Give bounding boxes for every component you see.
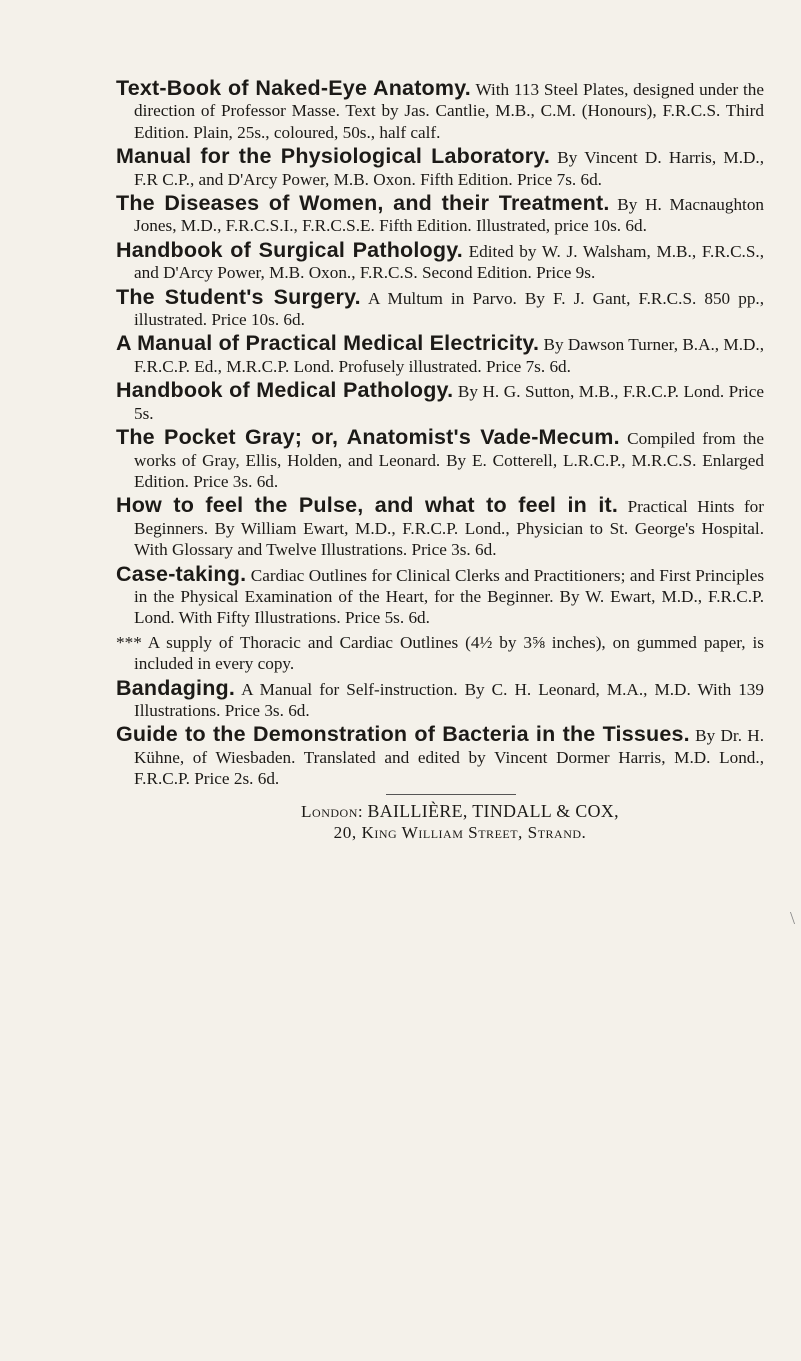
entry-title: Manual for the Physiological Laboratory. — [116, 144, 551, 169]
entry-description: By Vincent D. Harris, M.D., F.R C.P., and D'Arcy Power, M.B. Oxon. Fifth Edition. Price 7s. 6d. — [134, 148, 765, 189]
entry-physiological-laboratory — [116, 146, 764, 190]
entry-description: Cardiac Outlines for Clinical Clerks and Practitioners; and First Principles in the Physical Examination of the Heart, for the Beginner. By W. Ewart, M.D., F.R.C.P. Lond. With Fifty Illustrations. Price 5s. 6d. — [134, 565, 765, 628]
entry-description: By Dr. H. Kühne, of Wiesbaden. Translated and edited by Vincent Dormer Harris, M.D. Lond., F.R.C.P. Price 2s. 6d. — [134, 726, 764, 789]
entry-title: The Student's Surgery. — [116, 284, 361, 309]
page-edge-mark: \ — [789, 908, 795, 928]
entry-title: Handbook of Medical Pathology. — [116, 378, 454, 403]
entry-title: Bandaging. — [116, 675, 236, 700]
entry-bandaging — [116, 675, 764, 722]
entry-description: By H. Macnaughton Jones, M.D., F.R.C.S.I., F.R.C.S.E. Fifth Edition. Illustrated, price 10s. 6d. — [134, 195, 765, 236]
entry-description: A Multum in Parvo. By F. J. Gant, F.R.C.S. 850 pp., illustrated. Price 10s. 6d. — [134, 288, 765, 330]
entry-feel-the-pulse — [116, 495, 764, 560]
entry-title: The Pocket Gray; or, Anatomist's Vade-Mecum. — [116, 425, 620, 450]
imprint-line-1 — [156, 801, 764, 822]
entry-list — [116, 78, 764, 629]
entry-description: Edited by W. J. Walsham, M.B., F.R.C.S., and D'Arcy Power, M.B. Oxon., F.R.C.S. Second Edition. Price 9s. — [134, 241, 764, 283]
entry-title: A Manual of Practical Medical Electricity. — [116, 331, 540, 356]
entry-naked-eye-anatomy — [116, 78, 764, 143]
entry-description: By Dawson Turner, B.A., M.D., F.R.C.P. Ed., M.R.C.P. Lond. Profusely illustrated. Price 7s. 6d. — [134, 335, 765, 376]
imprint-publisher: BAILLIÈRE, TINDALL & COX, — [367, 800, 619, 821]
entry-title: Case-taking. — [116, 561, 247, 586]
entry-description: Compiled from the works of Gray, Ellis, Holden, and Leonard. By E. Cotterell, L.R.C.P., M.R.C.S. Enlarged Edition. Price 3s. 6d. — [134, 429, 764, 491]
divider-rule — [386, 794, 516, 795]
entry-bacteria-guide — [116, 724, 764, 789]
entry-description: With 113 Steel Plates, designed under the direction of Professor Masse. Text by Jas. Cantlie, M.B., C.M. (Honours), F.R.C.S. Third Edition. Plain, 25s., coloured, 50s., half calf. — [134, 80, 764, 142]
entry-description: A Manual for Self-instruction. By C. H. Leonard, M.A., M.D. With 139 Illustrations. Price 3s. 6d. — [134, 679, 764, 720]
entry-description: By H. G. Sutton, M.B., F.R.C.P. Lond. Price 5s. — [134, 382, 764, 423]
imprint-address: 20, King William Street, Strand. — [333, 822, 587, 842]
entry-list-continued — [116, 675, 764, 790]
entry-surgical-pathology — [116, 237, 764, 284]
entry-diseases-of-women — [116, 193, 764, 237]
supply-note: *** A supply of Thoracic and Cardiac Outlines (4½ by 3⅝ inches), on gummed paper, is included in every copy. — [116, 632, 764, 674]
entry-title: Guide to the Demonstration of Bacteria in the Tissues. — [116, 722, 690, 747]
entry-case-taking — [116, 561, 765, 629]
entry-medical-pathology — [116, 380, 764, 424]
entry-title: How to feel the Pulse, and what to feel in it. — [116, 493, 619, 518]
entry-pocket-gray — [116, 427, 764, 492]
entry-students-surgery — [116, 284, 765, 331]
entry-title: Text-Book of Naked-Eye Anatomy. — [116, 76, 471, 100]
imprint-city: London: — [301, 801, 364, 821]
entry-medical-electricity — [116, 333, 764, 377]
entry-title: Handbook of Surgical Pathology. — [116, 237, 463, 262]
publisher-imprint — [116, 801, 764, 843]
entry-title: The Diseases of Women, and their Treatment. — [116, 191, 610, 216]
entry-description: Practical Hints for Beginners. By William Ewart, M.D., F.R.C.P. Lond., Physician to St. George's Hospital. With Glossary and Twelve Illustrations. Price 3s. 6d. — [134, 497, 764, 560]
catalogue-page — [116, 78, 764, 843]
